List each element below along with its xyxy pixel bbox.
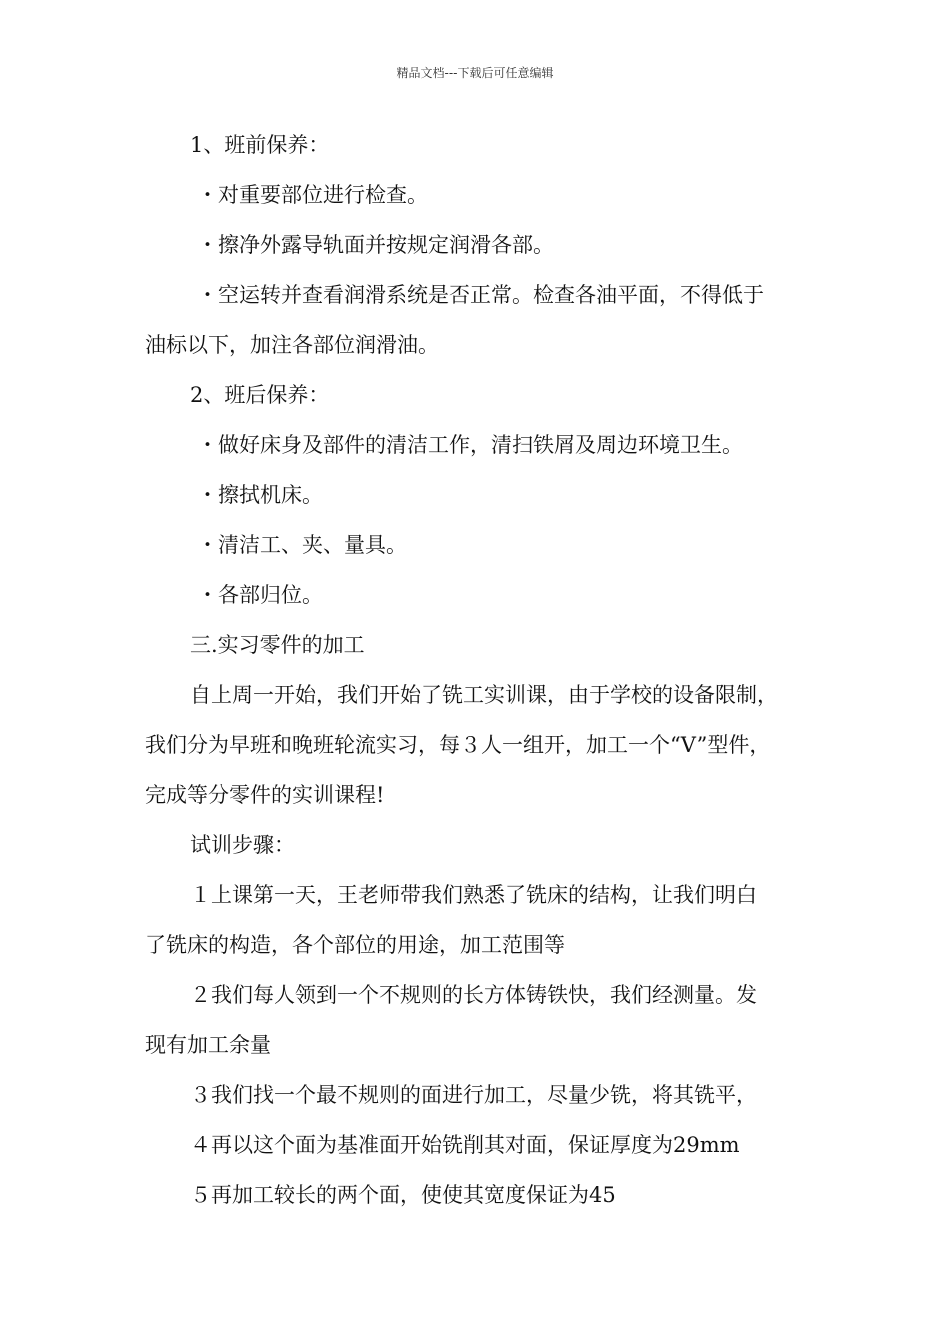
step-item: ５再加工较长的两个面，使使其宽度保证为45 [190,1183,616,1207]
page-header: 精品文档---下载后可任意编辑 [396,66,554,80]
step-item: ２我们每人领到一个不规则的长方体铸铁快，我们经测量。发 [190,983,757,1007]
section-heading: 三.实习零件的加工 [190,633,365,657]
document-body [145,133,825,1233]
section-heading: 2、班后保养： [190,383,330,407]
bullet-item: ・清洁工、夹、量具。 [197,533,407,557]
bullet-item: ・擦净外露导轨面并按规定润滑各部。 [197,233,554,257]
paragraph-line: 自上周一开始，我们开始了铣工实训课，由于学校的设备限制， [190,683,778,707]
bullet-item: ・空运转并查看润滑系统是否正常。检查各油平面，不得低于 [197,283,764,307]
step-item: ３我们找一个最不规则的面进行加工，尽量少铣，将其铣平， [190,1083,757,1107]
step-item-continuation: 了铣床的构造，各个部位的用途，加工范围等 [145,933,565,957]
subheading: 试训步骤： [190,833,295,857]
paragraph-line: 完成等分零件的实训课程! [145,783,385,807]
bullet-item: ・对重要部位进行检查。 [197,183,428,207]
section-heading: 1、班前保养： [190,133,330,157]
paragraph-line: 我们分为早班和晚班轮流实习，每３人一组开，加工一个“V”型件， [145,733,771,757]
step-item: １上课第一天，王老师带我们熟悉了铣床的结构，让我们明白 [190,883,757,907]
bullet-item: ・擦拭机床。 [197,483,323,507]
step-item-continuation: 现有加工余量 [145,1033,271,1057]
bullet-item-continuation: 油标以下，加注各部位润滑油。 [145,333,439,357]
bullet-item: ・各部归位。 [197,583,323,607]
bullet-item: ・做好床身及部件的清洁工作，清扫铁屑及周边环境卫生。 [197,433,743,457]
step-item: ４再以这个面为基准面开始铣削其对面，保证厚度为29mm [190,1133,740,1157]
